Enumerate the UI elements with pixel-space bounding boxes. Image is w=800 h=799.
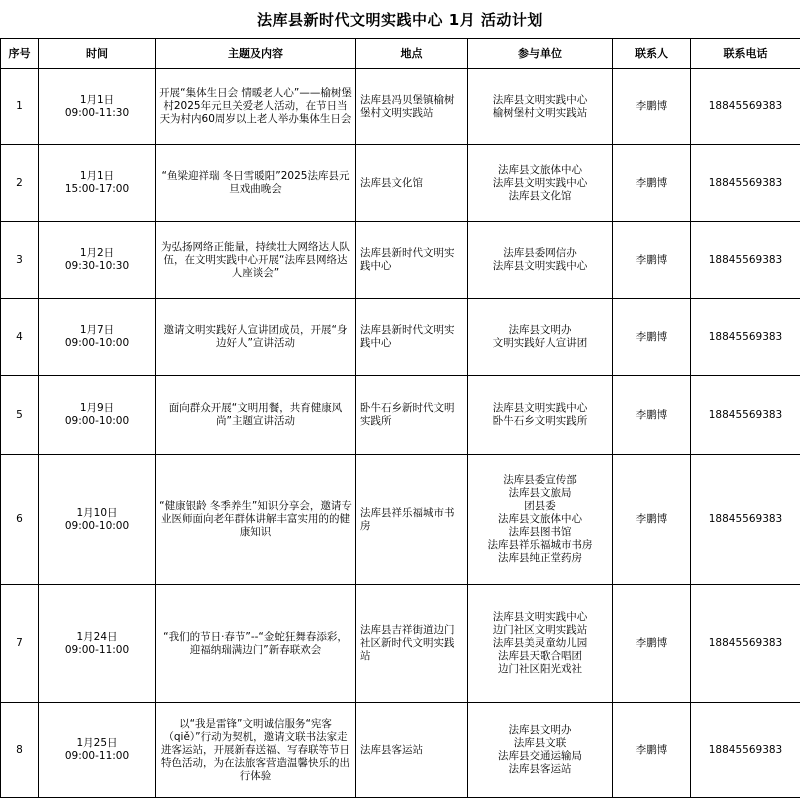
cell-time [39, 376, 156, 455]
header-units: 参与单位 [468, 39, 613, 69]
cell-theme: 以“我是雷锋”文明诚信服务“宪客（qiě）”行动为契机，邀请文联书法家走进客运站，开展新春送福、写春联等节日特色活动，为在法旅客营造温馨快乐的出行体验 [156, 703, 356, 798]
header-theme: 主题及内容 [156, 39, 356, 69]
cell-phone: 18845569383 [691, 222, 800, 299]
cell-theme: “鱼梁迎祥瑞 冬日雪暖阳”2025法库县元旦戏曲晚会 [156, 145, 356, 222]
cell-theme: “我们的节日·春节”--“金蛇狂舞春添彩，迎福纳瑞满边门”新春联欢会 [156, 585, 356, 703]
cell-place: 法库县新时代文明实践中心 [356, 299, 468, 376]
table-row [1, 703, 800, 798]
table-row [1, 376, 800, 455]
cell-place: 法库县文化馆 [356, 145, 468, 222]
cell-hours: 09:30-10:30 [64, 260, 130, 272]
cell-theme: 面向群众开展“文明用餐，共育健康风尚”主题宣讲活动 [156, 376, 356, 455]
cell-contact: 李鹏博 [613, 455, 691, 585]
cell-time [39, 145, 156, 222]
cell-contact: 李鹏博 [613, 703, 691, 798]
cell-no: 3 [1, 222, 39, 299]
cell-units: 法库县委网信办 法库县文明实践中心 [468, 222, 613, 299]
cell-hours: 09:00-10:00 [64, 415, 130, 427]
cell-hours: 09:00-11:30 [64, 106, 130, 119]
cell-units: 法库县文明实践中心 卧牛石乡文明实践所 [468, 376, 613, 455]
cell-units: 法库县文明实践中心 榆树堡村文明实践站 [468, 69, 613, 145]
cell-contact: 李鹏博 [613, 145, 691, 222]
table-row [1, 299, 800, 376]
cell-date: 1月25日 [76, 737, 118, 749]
cell-time [39, 585, 156, 703]
table-row [1, 222, 800, 299]
cell-phone: 18845569383 [691, 69, 800, 145]
cell-date: 1月7日 [79, 324, 115, 336]
cell-place: 法库县吉祥街道边门社区新时代文明实践站 [356, 585, 468, 703]
cell-date: 1月10日 [76, 506, 118, 519]
cell-units: 法库县文明办 文明实践好人宣讲团 [468, 299, 613, 376]
header-no: 序号 [1, 39, 39, 69]
cell-time [39, 703, 156, 798]
cell-units: 法库县文旅体中心 法库县文明实践中心 法库县文化馆 [468, 145, 613, 222]
cell-contact: 李鹏博 [613, 585, 691, 703]
cell-hours: 09:00-11:00 [64, 750, 130, 762]
cell-units: 法库县文明实践中心 边门社区文明实践站 法库县美灵童幼儿园 法库县天歌合唱团 边门社区阳光戏社 [468, 585, 613, 703]
cell-no: 7 [1, 585, 39, 703]
cell-hours: 15:00-17:00 [64, 183, 130, 195]
cell-phone: 18845569383 [691, 703, 800, 798]
header-time: 时间 [39, 39, 156, 69]
cell-date: 1月9日 [79, 402, 115, 414]
cell-no: 8 [1, 703, 39, 798]
header-contact: 联系人 [613, 39, 691, 69]
header-place: 地点 [356, 39, 468, 69]
cell-time [39, 222, 156, 299]
cell-contact: 李鹏博 [613, 69, 691, 145]
table-row [1, 145, 800, 222]
cell-place: 法库县客运站 [356, 703, 468, 798]
cell-hours: 09:00-10:00 [64, 337, 130, 349]
cell-no: 1 [1, 69, 39, 145]
header-phone: 联系电话 [691, 39, 800, 69]
table-row [1, 585, 800, 703]
cell-theme: “健康银龄 冬季养生”知识分享会，邀请专业医师面向老年群体讲解丰富实用的的健康知识 [156, 455, 356, 585]
cell-place: 法库县祥乐福城市书房 [356, 455, 468, 585]
cell-no: 2 [1, 145, 39, 222]
cell-date: 1月1日 [79, 93, 115, 106]
cell-place: 法库县冯贝堡镇榆树堡村文明实践站 [356, 69, 468, 145]
cell-time [39, 455, 156, 585]
cell-theme: 邀请文明实践好人宣讲团成员，开展“身边好人”宣讲活动 [156, 299, 356, 376]
cell-theme: 为弘扬网络正能量，持续壮大网络达人队伍，在文明实践中心开展“法库县网络达人座谈会” [156, 222, 356, 299]
cell-phone: 18845569383 [691, 299, 800, 376]
cell-contact: 李鹏博 [613, 299, 691, 376]
cell-hours: 09:00-11:00 [64, 643, 130, 656]
page-title: 法库县新时代文明实践中心 1月 活动计划 [257, 10, 543, 29]
cell-phone: 18845569383 [691, 455, 800, 585]
table-row [1, 455, 800, 585]
cell-time [39, 299, 156, 376]
cell-time [39, 69, 156, 145]
table-row [1, 69, 800, 145]
activity-table [0, 38, 800, 798]
cell-phone: 18845569383 [691, 585, 800, 703]
cell-phone: 18845569383 [691, 145, 800, 222]
cell-hours: 09:00-10:00 [64, 519, 130, 532]
cell-place: 卧牛石乡新时代文明实践所 [356, 376, 468, 455]
cell-theme: 开展“集体生日会 情暖老人心”——榆树堡村2025年元旦关爱老人活动，在节日当天为村内60周岁以上老人举办集体生日会 [156, 69, 356, 145]
cell-contact: 李鹏博 [613, 222, 691, 299]
cell-date: 1月1日 [79, 170, 115, 182]
cell-date: 1月24日 [76, 630, 118, 643]
cell-units: 法库县文明办 法库县文联 法库县交通运输局 法库县客运站 [468, 703, 613, 798]
cell-units: 法库县委宣传部 法库县文旅局 团县委 法库县文旅体中心 法库县图书馆 法库县祥乐福城市书房 法库县纯正堂药房 [468, 455, 613, 585]
cell-no: 4 [1, 299, 39, 376]
cell-no: 5 [1, 376, 39, 455]
table-header-row [1, 39, 800, 69]
cell-contact: 李鹏博 [613, 376, 691, 455]
cell-place: 法库县新时代文明实践中心 [356, 222, 468, 299]
cell-date: 1月2日 [79, 247, 115, 259]
cell-phone: 18845569383 [691, 376, 800, 455]
cell-no: 6 [1, 455, 39, 585]
